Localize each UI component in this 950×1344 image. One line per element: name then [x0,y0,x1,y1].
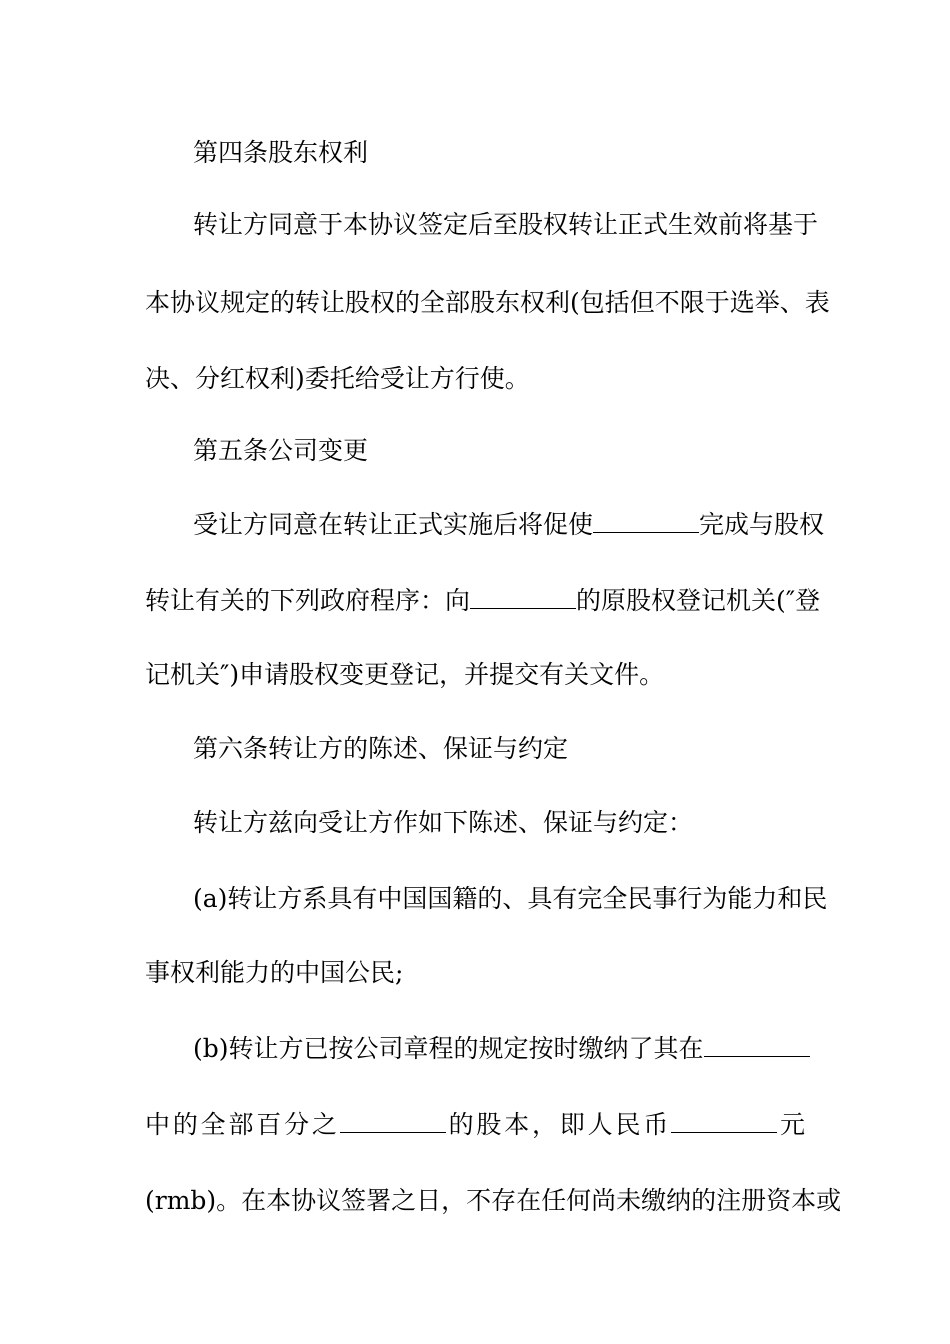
article-6-item-b-line-1 [193,1032,805,1066]
article-5-body-line-3: 记机关″)申请股权变更登记，并提交有关文件。 [145,660,665,689]
text-segment: (b)转让方已按公司章程的规定按时缴纳了其在 [193,1034,704,1063]
article-4-body-line-1: 转让方同意于本协议签定后至股权转让正式生效前将基于 [193,210,819,239]
fill-in-blank[interactable] [704,1032,810,1057]
article-6-intro: 转让方兹向受让方作如下陈述、保证与约定： [193,808,694,837]
text-segment: 的原股权登记机关(″登 [576,586,821,615]
article-6-heading: 第六条转让方的陈述、保证与约定 [193,734,569,763]
article-6-item-b-line-2 [145,1108,805,1142]
fill-in-blank[interactable] [671,1108,777,1133]
article-4-heading: 第四条股东权利 [193,138,369,167]
fill-in-blank[interactable] [340,1108,446,1133]
text-segment: 受让方同意在转让正式实施后将促使 [193,510,594,539]
article-6-item-a-line-1: (a)转让方系具有中国国籍的、具有完全民事行为能力和民 [193,884,828,913]
article-5-heading: 第五条公司变更 [193,436,369,465]
text-segment: 转让有关的下列政府程序：向 [145,586,471,615]
article-4-body-line-2: 本协议规定的转让股权的全部股东权利(包括但不限于选举、表 [145,288,830,317]
fill-in-blank[interactable] [470,584,576,609]
text-segment: 的股本，即人民币 [445,1110,672,1139]
article-5-body-line-2 [145,584,821,618]
article-6-item-a-line-2: 事权利能力的中国公民; [145,958,404,987]
article-6-item-b-line-3: (rmb)。在本协议签署之日，不存在任何尚未缴纳的注册资本或 [145,1186,842,1215]
text-segment: 完成与股权 [699,510,825,539]
text-segment: 中的全部百分之 [145,1110,340,1139]
text-segment: 元 [777,1110,805,1139]
article-4-body-line-3: 决、分红权利)委托给受让方行使。 [145,364,530,393]
article-5-body-line-1 [193,508,825,542]
fill-in-blank[interactable] [593,508,699,533]
